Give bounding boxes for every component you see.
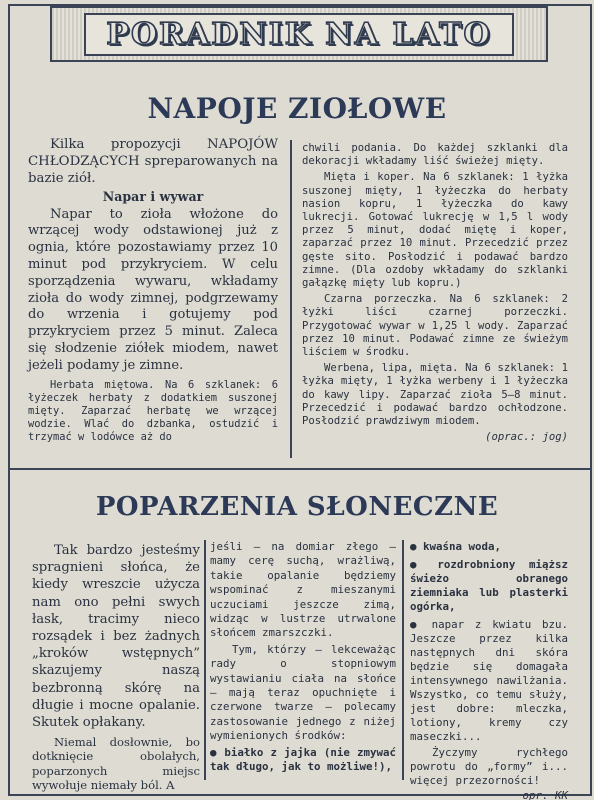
s2-remedy-ziemniak: ● rozdrobniony miąższ świeżo obranego ziemniaka lub plasterki ogórka, [410, 558, 568, 613]
section1-title: NAPOJE ZIOŁOWE [147, 92, 447, 125]
s2-column-rule-2 [402, 540, 404, 780]
section1-col1 [28, 136, 278, 446]
section-divider [8, 468, 592, 470]
s2-col1-cont: Niemal dosłownie, bo dotknięcie obolałych, poparzonych miejsc wywołuje niemały ból. A [32, 735, 200, 792]
s1-intro: Kilka propozycji NAPOJÓW CHŁODZĄCYCH spreparowanych na bazie ziół. [28, 137, 278, 186]
section1-col2 [302, 142, 568, 445]
header-band [50, 6, 548, 62]
s2-closing: Życzymy rychłego powrotu do „formy” i... więcej przezorności! [410, 746, 568, 787]
s2-remedy-bez: ● napar z kwiatu bzu. Jeszcze przez kilka następnych dni skóra będzie się domagała intensywnego nawilżania. Wszystko, co temu służy, jest dobre: mleczka, lotiony, kremy czy maseczki... [410, 618, 568, 743]
s2-col2-advice: Tym, którzy — lekceważąc rady o stopniowym wystawianiu ciała na słońce — mają teraz opuchnięte i czerwone twarze — polecamy zastosowanie jednego z niżej wymienionych środków: [210, 642, 396, 743]
s1-mieta-koper: Mięta i koper. Na 6 szklanek: 1 łyżka suszonej mięty, 1 łyżeczka do herbaty nasion kopru, 1 łyżeczka do kawy lukrecji. Gotować lukrecję w 1,5 l wody przez 5 minut, dodać miętę i koper, zaparzać przez 10 minut. Przecedzić przez gęste sito. Posłodzić i podawać bardzo zimne. (Dla ozdoby wkładamy do szklanki gałązkę mięty lub kopru.) [302, 171, 568, 290]
section2-col3 [410, 540, 568, 800]
s1-werbena: Werbena, lipa, mięta. Na 6 szklanek: 1 łyżka mięty, 1 łyżka werbeny i 1 łyżeczka do kawy lipy. Zaparzać zioła 5—8 minut. Przecedzić i podawać bardzo ochłodzone. Posłodzić prawdziwym miodem. [302, 362, 568, 428]
s2-remedy-woda: ● kwaśna woda, [410, 540, 502, 553]
section2-title: POPARZENIA SŁONECZNE [95, 492, 499, 522]
s2-col2-lead: jeśli — na domiar złego — mamy cerę suchą, wrażliwą, takie opalanie będziemy wspominać z mieszanymi uczuciami jeszcze zimą, widząc w lustrze utrwalone słońcem zmarszczki. [210, 540, 396, 640]
section2-col1 [32, 542, 200, 793]
s2-column-rule-1 [204, 540, 206, 780]
s2-remedy-bialko: ● białko z jajka (nie zmywać tak długo, jak to możliwe!), [210, 745, 396, 774]
s1-napar-text: Napar to zioła włożone do wrzącej wody odstawionej już z ognia, które pozostawiamy przez 10 minut pod przykryciem. W celu sporządzenia wywaru, wkładamy zioła do wody zimnej, podgrzewamy do wrzenia i gotujemy pod przykryciem przez 5 minut. Zaleca się słodzenie ziółek miodem, nawet jeżeli podamy je zimne. [28, 206, 278, 373]
header-plate [84, 13, 513, 56]
s1-porzeczka: Czarna porzeczka. Na 6 szklanek: 2 łyżki liści czarnej porzeczki. Przygotować wywar w 1,25 l wody. Zaparzać przez 10 minut. Podawać zimne ze świeżym liściem w środku. [302, 293, 568, 359]
section2-col2 [210, 540, 396, 776]
s2-intro: Tak bardzo jesteśmy spragnieni słońca, że kiedy wreszcie użycza nam ono pełni swych łask, tracimy nieco rozsądek i bez żadnych „kroków wstępnych” skazujemy naszą bezbronną skórę na długie i mocne opalanie. Skutek opłakany. [32, 543, 200, 731]
s2-signature: opr. KK [522, 789, 568, 800]
header-title: PORADNIK NA LATO [106, 16, 492, 52]
s1-signature: (oprac.: jog) [485, 431, 568, 444]
s1-subhead: Napar i wywar [102, 189, 204, 204]
s1-col2-lead: chwili podania. Do każdej szklanki dla dekoracji wkładamy liść świeżej mięty. [302, 142, 568, 168]
s1-herbata: Herbata miętowa. Na 6 szklanek: 6 łyżeczek herbaty z dodatkiem suszonej mięty. Zaparzać herbatę we wrzącej wodzie. Wlać do dzbanka, ostudzić i trzymać w lodówce aż do [28, 378, 278, 444]
s1-column-rule [290, 140, 292, 458]
